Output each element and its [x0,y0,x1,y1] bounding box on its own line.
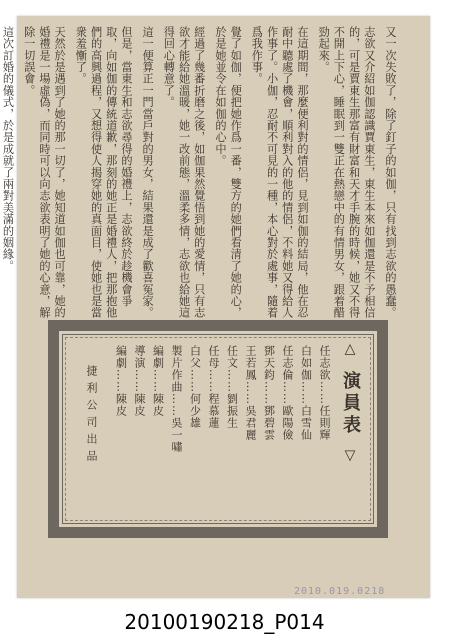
triangle-up-icon: △ [342,341,358,361]
cast-row: 白父……何少雄 [188,345,202,429]
paragraph: 又一次失敗了，除了釘子的如伽，只有找到志欲的愚蠢。 [384,26,397,319]
cast-list-box [48,320,388,538]
paragraph: 志欲又介紹如伽認識賈東生，東生本來如伽還是不予相信的，可是賈東生那富有財富和天才手腕的時候，她又不得不開上下心，睡眠到一雙正在熱戀中的有情男女，跟着醋勁起來。 [317,26,376,319]
cast-row: 任文……劉振生 [225,345,239,429]
paragraph: 在這期間，那麼便利對的情侶，見到如伽的結局，他在忍耐中聽處了機會，順利對入的他的情侶，不料她又得給人作事了。小伽，忍耐不可見的一種，本心對於處事，隨着爲我作事。 [250,26,309,319]
paragraph: 但是，當東生和志欲尋得的婚禮上，志欲終於趁機會爭取，向如伽的傳統道歉，那刻的她正是婚禮人，把那抱他們的高興過程，又想得使人揭穿她的真面目，使她也是當衆羞慚了。 [74,26,133,319]
cast-row: 任母……程慕蓮 [207,345,220,429]
paragraph: 這次訂婚的儀式，於是成就了兩對美滿的姻緣。 [1,26,15,272]
image-caption: 20100190218_P014 [124,610,325,634]
cast-list [111,345,333,505]
cast-row: 任志欲……任則輝 [318,345,331,441]
cast-row: 白如伽……白雪仙 [299,345,313,441]
paragraph: 覺了如伽，便把她作爲一番，雙方的她們看清了她的心，於是她並令在如伽的心中。 [213,26,243,319]
cast-row: 編劇……陳皮 [114,345,128,417]
cast-title-text: 演員表 [340,371,361,438]
paragraph: 天然於是遇到了她的那一切了，她知道如伽也可靠，她的婚禮是一場虛偽，而同時可以向志欲表明了她的心意，解除一切誤會。 [22,26,67,319]
triangle-down-icon: ▽ [342,447,358,468]
cast-row: 導演……陳皮 [133,345,146,417]
studio-credit: 捷利公司出品 [85,365,98,467]
paragraph: 經過了幾番折磨之後，如伽果然覺悟到她的愛情，只有志欲才能給她溫暖，她一改前態，溫柔多情，志欲也給她這得回心轉意了。 [162,26,206,319]
archive-number-stamp: 2010.019.0218 [294,586,386,597]
cast-row: 王若鳳……吳君麗 [244,345,257,441]
paragraph: 這一便算正一門當戶對的男女，結果還是成了歡喜冤家。 [141,26,155,319]
prose-text [1,26,398,320]
cast-row: 鄧天鈞……鄧碧雲 [262,345,276,441]
cast-row: 任志倫……歐陽儉 [281,345,294,441]
cast-row: 編劇……陳皮 [151,345,165,417]
cast-row: 製片作曲……吳一嘯 [170,345,183,453]
cast-title [337,341,363,468]
